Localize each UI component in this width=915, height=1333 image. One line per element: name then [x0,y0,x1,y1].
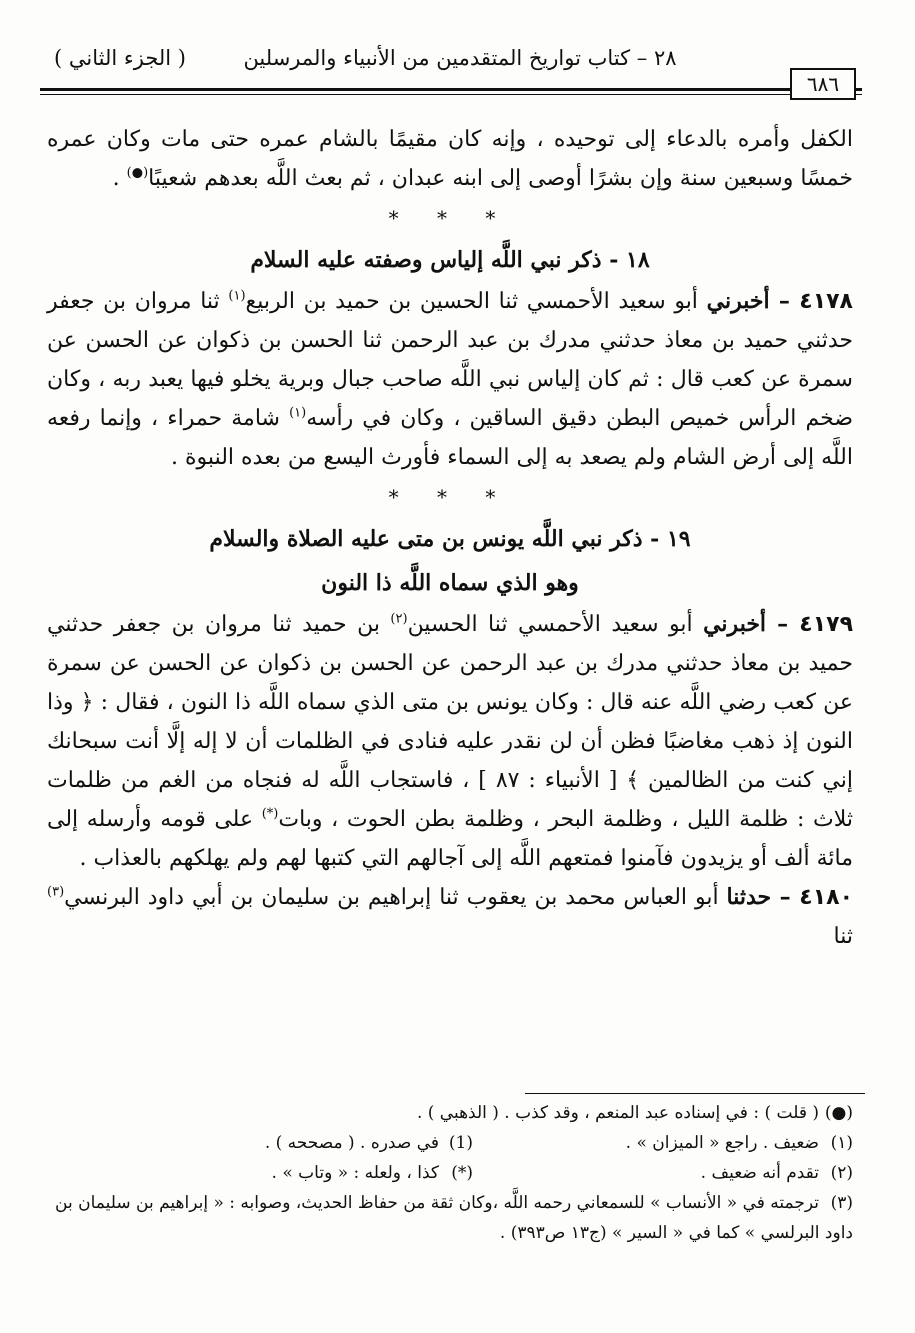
section-separator: * * * [388,485,512,509]
paragraph-end: . [112,166,127,191]
hadith-text: أبو سعيد الأحمسي ثنا الحسين [407,612,704,637]
hadith-text: بن حميد ثنا مروان بن جعفر حدثني حميد بن معاذ حدثني مدرك بن عبد الرحمن عن الحسن بن ذكوان عن الحسن عن سمرة عن كعب رضي اللَّه عنه قال : وكان يونس بن متى الذي سماه اللَّه ذا النون ، فقال : ﴿ وذا النون إذ ذهب مغاضبًا فظن أن لن نقدر عليه فنادى في الظلمات أن لا إله إلَّا أنت سبحانك إني كنت من الظالمين ﴾ [ الأنبياء : ٨٧ ] ، فاستجاب اللَّه له فنجاه من الغم من ظلمات ثلاث : ظلمة الليل ، وظلمة البحر ، وظلمة بطن الحوت ، وبات [47,612,853,832]
footnote-marker: (1) [448,1133,473,1153]
footnote-text: ترجمته في « الأنساب » للسمعاني رحمه اللَّه ،وكان ثقة من حفاظ الحديث، وصوابه : « إبراهيم بن سليمان بن داود البرلسي » كما في « السير » (ج١٣ ص٣٩٣) . [55,1193,853,1243]
narration-lead: – أخبرني [703,611,800,637]
hadith-text: شامة حمراء ، وإنما رفعه اللَّه إلى أرض الشام ولم يصعد به إلى السماء فأورث اليسع من بعده النبوة . [47,406,853,470]
volume-label: ( الجزء الثاني ) [54,46,186,70]
footnote-item [473,1158,853,1188]
paragraph-continuation [47,120,853,198]
footnote-text: ( قلت ) : في إسناده عبد المنعم ، وقد كذب . ( الذهبي ) . [416,1103,819,1123]
hadith-number: ٤١٧٨ [799,289,853,314]
section-heading-19: ١٩ - ذكر نبي اللَّه يونس بن متى عليه الصلاة والسلام [209,526,691,552]
chapter-title: ٢٨ – كتاب تواريخ المتقدمين من الأنبياء والمرسلين [243,46,677,70]
hadith-text: أبو سعيد الأحمسي ثنا الحسين بن حميد بن الربيع [245,289,707,314]
hadith-text: على قومه وأرسله إلى مائة ألف أو يزيدون فآمنوا فمتعهم اللَّه إلى آجالهم التي كتبها لهم ولم يهلكهم بالعذاب . [47,807,853,871]
footnote-ref: (٣) [47,884,65,900]
footnote-item [93,1158,473,1188]
footnote-text: تقدم أنه ضعيف . [700,1163,819,1183]
footnote-item [93,1128,473,1158]
narration-lead: – أخبرني [706,288,800,314]
hadith-4180 [47,878,853,956]
running-header [40,40,862,100]
paragraph-text: الكفل وأمره بالدعاء إلى توحيده ، وإنه كان مقيمًا بالشام عمره حتى مات وكان عمره خمسًا وسبعين سنة وإن بشرًا أوصى إلى ابنه عبدان ، ثم بعث اللَّه بعدهم شعيبًا [47,127,853,191]
footnotes [50,1098,853,1248]
footnote-ref: (*) [261,806,279,822]
main-text [47,120,853,956]
footnote-rule [525,1093,865,1094]
footnote-text: في صدره . ( مصححه ) . [264,1133,439,1153]
footnote-item [473,1128,853,1158]
footnote-text: ضعيف . راجع « الميزان » . [625,1133,819,1153]
footnote-marker: (١) [830,1133,853,1153]
footnote-item [50,1188,853,1248]
footnote-marker: (٣) [830,1193,853,1213]
footnote-ref: (٢) [390,611,408,627]
narration-lead: – حدثنا [726,884,800,910]
page-number: ٦٨٦ [790,68,856,100]
footnote-marker: (●) [824,1103,853,1123]
footnote-ref: (١) [228,288,246,304]
hadith-text: أبو العباس محمد بن يعقوب ثنا إبراهيم بن سليمان بن أبي داود البرنسي [64,885,727,910]
footnote-marker: (*) [451,1163,473,1183]
footnote-ref: (●) [126,165,149,181]
hadith-4179 [47,605,853,878]
header-rule-thin [40,94,862,95]
hadith-text: ثنا [833,924,853,949]
footnote-ref: (١) [289,405,307,421]
hadith-number: ٤١٨٠ [799,885,853,910]
section-subheading-19: وهو الذي سماه اللَّه ذا النون [321,570,579,596]
footnote-marker: (٢) [830,1163,853,1183]
footnote-row [50,1158,853,1188]
section-heading-18: ١٨ - ذكر نبي اللَّه إلياس وصفته عليه السلام [250,247,650,273]
hadith-number: ٤١٧٩ [799,612,853,637]
section-separator: * * * [388,206,512,230]
header-rule-thick [40,88,862,91]
footnote-text: كذا ، ولعله : « وتاب » . [271,1163,439,1183]
footnote-item [50,1098,853,1128]
hadith-4178 [47,282,853,477]
footnote-row [50,1128,853,1158]
hadith-text: ثنا مروان بن جعفر حدثني حميد بن معاذ حدثني مدرك بن عبد الرحمن ثنا الحسن بن ذكوان عن الحسن عن سمرة عن كعب قال : ثم كان إلياس نبي اللَّه صاحب جبال وبرية يخلو فيها يعبد ربه ، وكان ضخم الرأس خميص البطن دقيق الساقين ، وكان في رأسه [47,289,854,431]
